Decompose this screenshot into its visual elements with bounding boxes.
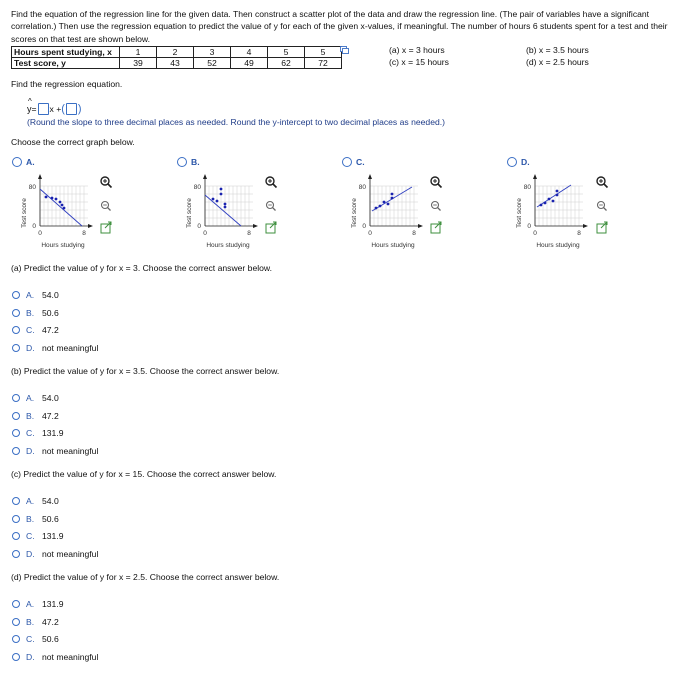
- option-letter: D.: [521, 157, 530, 167]
- y-tick-zero: 0: [362, 223, 366, 230]
- table-cell: 39: [120, 58, 157, 69]
- graph-option-d[interactable]: [507, 157, 530, 167]
- zoom-out-icon[interactable]: [267, 202, 276, 211]
- data-point: [45, 196, 48, 199]
- x-tick-zero: 0: [533, 230, 537, 237]
- y-hat: [27, 97, 32, 114]
- radio-button[interactable]: [12, 532, 20, 540]
- data-point: [220, 188, 223, 191]
- grid: [370, 186, 418, 226]
- problem-statement: Find the equation of the regression line for the given data. Then construct a scatter plot of the data and draw the regression line. (The pair of variables have a significant correlation.) Then use the regression equation to predict the value of y for each of the given x-values, if meaningful. The number of hours 6 students spent for a test and their scores on that test are shown below.: [11, 9, 668, 44]
- given-x-a: (a) x = 3 hours: [389, 45, 445, 55]
- answer-option[interactable]: [12, 599, 64, 609]
- question-b-prompt: (b) Predict the value of y for x = 3.5. Choose the correct answer below.: [11, 366, 280, 376]
- option-letter: B.: [26, 514, 35, 524]
- answer-option[interactable]: [12, 514, 59, 524]
- table-cell: 49: [231, 58, 268, 69]
- given-x-c: (c) x = 15 hours: [389, 57, 449, 67]
- table-row: [12, 47, 342, 58]
- table-cell: 5: [268, 47, 305, 58]
- option-letter: C.: [26, 325, 35, 335]
- grid: [205, 186, 253, 226]
- x-tick-end: 8: [82, 230, 86, 237]
- radio-button[interactable]: [12, 653, 20, 661]
- option-text: 50.6: [42, 634, 59, 644]
- option-letter: C.: [26, 428, 35, 438]
- x-axis-label: Hours studying: [536, 242, 580, 249]
- option-text: 54.0: [42, 496, 59, 506]
- data-point: [379, 205, 382, 208]
- data-point: [383, 201, 386, 204]
- equals-sign: =: [31, 104, 37, 114]
- answer-option[interactable]: [12, 428, 64, 438]
- grid: [40, 186, 88, 226]
- option-letter: D.: [26, 446, 35, 456]
- y-axis-label: Test score: [516, 198, 523, 228]
- table-cell: 62: [268, 58, 305, 69]
- option-letter: A.: [26, 599, 35, 609]
- data-points: [212, 188, 227, 209]
- zoom-in-icon[interactable]: [266, 177, 277, 188]
- y-tick-zero: 0: [32, 223, 36, 230]
- graph-b-tools: [264, 175, 278, 237]
- answer-option[interactable]: [12, 617, 59, 627]
- data-point: [556, 194, 559, 197]
- option-text: not meaningful: [42, 652, 99, 662]
- radio-button[interactable]: [12, 515, 20, 523]
- zoom-out-icon[interactable]: [102, 202, 111, 211]
- x-axis-label: Hours studying: [371, 242, 415, 249]
- table-cell: 3: [194, 47, 231, 58]
- radio-button[interactable]: [12, 412, 20, 420]
- x-tick-zero: 0: [368, 230, 372, 237]
- option-text: 54.0: [42, 290, 59, 300]
- y-axis-arrow: [533, 174, 537, 179]
- option-letter: B.: [26, 308, 35, 318]
- zoom-in-icon[interactable]: [101, 177, 112, 188]
- grid: [535, 186, 583, 226]
- left-paren: (: [61, 103, 65, 115]
- question-a-prompt: (a) Predict the value of y for x = 3. Choose the correct answer below.: [11, 263, 273, 273]
- y-axis-arrow: [368, 174, 372, 179]
- data-point: [387, 203, 390, 206]
- zoom-in-icon[interactable]: [431, 177, 442, 188]
- radio-button[interactable]: [12, 600, 20, 608]
- option-letter: D.: [26, 343, 35, 353]
- graph-option-a[interactable]: [12, 157, 35, 167]
- option-text: 131.9: [42, 531, 64, 541]
- x-axis-arrow: [253, 224, 258, 228]
- answer-option[interactable]: [12, 343, 98, 353]
- given-x-b: (b) x = 3.5 hours: [526, 45, 589, 55]
- radio-button[interactable]: [12, 394, 20, 402]
- data-point: [59, 201, 62, 204]
- question-c-prompt: (c) Predict the value of y for x = 15. Choose the correct answer below.: [11, 469, 277, 479]
- data-point: [375, 207, 378, 210]
- option-text: 47.2: [42, 411, 59, 421]
- table-cell: 52: [194, 58, 231, 69]
- x-axis-label: Hours studying: [206, 242, 250, 249]
- y-tick-top: 80: [28, 184, 36, 191]
- y-tick-top: 80: [193, 184, 201, 191]
- regression-line: [40, 189, 82, 226]
- rounding-note: (Round the slope to three decimal places as needed. Round the y-intercept to two decimal places as needed.): [27, 117, 446, 127]
- option-letter: C.: [356, 157, 365, 167]
- answer-option[interactable]: [12, 308, 59, 318]
- table-cell: 72: [305, 58, 342, 69]
- table-cell: 2: [157, 47, 194, 58]
- data-point: [55, 198, 58, 201]
- data-point: [220, 193, 223, 196]
- y-axis-arrow: [203, 174, 207, 179]
- radio-button[interactable]: [12, 447, 20, 455]
- data-point: [391, 197, 394, 200]
- y-axis-label: Test score: [186, 198, 193, 228]
- x-axis-arrow: [583, 224, 588, 228]
- data-point: [51, 197, 54, 200]
- popout-icon[interactable]: [101, 222, 111, 233]
- answer-option[interactable]: [12, 411, 59, 421]
- data-points: [375, 193, 394, 210]
- option-text: 47.2: [42, 617, 59, 627]
- y-row-header: Test score, y: [12, 58, 120, 69]
- answer-option[interactable]: [12, 531, 64, 541]
- data-point: [224, 203, 227, 206]
- data-point: [552, 200, 555, 203]
- right-paren: ): [77, 103, 82, 115]
- choose-graph-label: Choose the correct graph below.: [11, 137, 135, 147]
- x-tick-end: 8: [577, 230, 581, 237]
- table-cell: 5: [305, 47, 342, 58]
- option-letter: A.: [26, 157, 35, 167]
- radio-button[interactable]: [12, 309, 20, 317]
- popout-icon[interactable]: [431, 222, 441, 233]
- y-axis-arrow: [38, 174, 42, 179]
- graph-d-tools: [595, 175, 609, 237]
- x-plus-text: x +: [49, 104, 62, 114]
- radio-button[interactable]: [342, 157, 352, 167]
- option-letter: D.: [26, 549, 35, 559]
- x-tick-end: 8: [412, 230, 416, 237]
- option-text: 54.0: [42, 393, 59, 403]
- data-point: [63, 207, 66, 210]
- data-point: [544, 202, 547, 205]
- radio-button[interactable]: [12, 157, 22, 167]
- x-axis-label: Hours studying: [41, 242, 85, 249]
- answer-option[interactable]: [12, 446, 98, 456]
- answer-option[interactable]: [12, 549, 98, 559]
- option-letter: A.: [26, 496, 35, 506]
- copy-data-icon[interactable]: [340, 46, 349, 54]
- option-letter: B.: [26, 617, 35, 627]
- find-equation-label: Find the regression equation.: [11, 79, 123, 89]
- y-tick-top: 80: [523, 184, 531, 191]
- x-axis-arrow: [88, 224, 93, 228]
- option-text: not meaningful: [42, 343, 99, 353]
- radio-button[interactable]: [12, 635, 20, 643]
- option-text: 131.9: [42, 599, 64, 609]
- graph-option-b[interactable]: [177, 157, 200, 167]
- popout-icon[interactable]: [597, 222, 607, 233]
- x-tick-zero: 0: [203, 230, 207, 237]
- data-point: [540, 204, 543, 207]
- option-letter: C.: [26, 634, 35, 644]
- data-point: [61, 204, 64, 207]
- radio-button[interactable]: [12, 618, 20, 626]
- answer-option[interactable]: [12, 393, 59, 403]
- zoom-out-icon[interactable]: [598, 202, 607, 211]
- option-letter: B.: [191, 157, 200, 167]
- graph-option-c[interactable]: [342, 157, 365, 167]
- regression-line: [537, 185, 571, 207]
- x-row-header: Hours spent studying, x: [12, 47, 120, 58]
- option-text: 131.9: [42, 428, 64, 438]
- answer-option[interactable]: [12, 634, 59, 644]
- given-x-d: (d) x = 2.5 hours: [526, 57, 589, 67]
- table-cell: 1: [120, 47, 157, 58]
- radio-button[interactable]: [177, 157, 187, 167]
- popout-icon[interactable]: [266, 222, 276, 233]
- table-cell: 43: [157, 58, 194, 69]
- y-tick-top: 80: [358, 184, 366, 191]
- hat-symbol: ^: [28, 97, 32, 106]
- x-tick-zero: 0: [38, 230, 42, 237]
- data-point: [224, 206, 227, 209]
- option-letter: B.: [26, 411, 35, 421]
- table-row: [12, 58, 342, 69]
- answer-option[interactable]: [12, 290, 59, 300]
- regression-line: [205, 195, 241, 226]
- question-d-prompt: (d) Predict the value of y for x = 2.5. Choose the correct answer below.: [11, 572, 280, 582]
- table-cell: 4: [231, 47, 268, 58]
- y-tick-zero: 0: [197, 223, 201, 230]
- option-letter: A.: [26, 393, 35, 403]
- option-text: not meaningful: [42, 549, 99, 559]
- answer-option[interactable]: [12, 652, 98, 662]
- option-text: not meaningful: [42, 446, 99, 456]
- data-table: [11, 46, 342, 69]
- radio-button[interactable]: [507, 157, 517, 167]
- radio-button[interactable]: [12, 550, 20, 558]
- option-letter: C.: [26, 531, 35, 541]
- option-text: 47.2: [42, 325, 59, 335]
- data-point: [212, 198, 215, 201]
- slope-input[interactable]: [38, 103, 49, 115]
- radio-button[interactable]: [12, 429, 20, 437]
- option-text: 50.6: [42, 514, 59, 524]
- y-axis-label: Test score: [21, 198, 28, 228]
- y-axis-label: Test score: [351, 198, 358, 228]
- data-point: [556, 190, 559, 193]
- graph-a-tools: [99, 175, 113, 237]
- zoom-in-icon[interactable]: [597, 177, 608, 188]
- x-axis-arrow: [418, 224, 423, 228]
- answer-option[interactable]: [12, 496, 59, 506]
- data-point: [216, 200, 219, 203]
- y-symbol: y: [27, 104, 32, 114]
- option-text: 50.6: [42, 308, 59, 318]
- radio-button[interactable]: [12, 344, 20, 352]
- y-tick-zero: 0: [527, 223, 531, 230]
- data-point: [391, 193, 394, 196]
- data-point: [548, 198, 551, 201]
- radio-button[interactable]: [12, 326, 20, 334]
- radio-button[interactable]: [12, 497, 20, 505]
- option-letter: D.: [26, 652, 35, 662]
- zoom-out-icon[interactable]: [432, 202, 441, 211]
- graph-c-tools: [429, 175, 443, 237]
- option-letter: A.: [26, 290, 35, 300]
- answer-option[interactable]: [12, 325, 59, 335]
- x-tick-end: 8: [247, 230, 251, 237]
- intercept-input[interactable]: [66, 103, 77, 115]
- regression-equation: [27, 97, 82, 116]
- radio-button[interactable]: [12, 291, 20, 299]
